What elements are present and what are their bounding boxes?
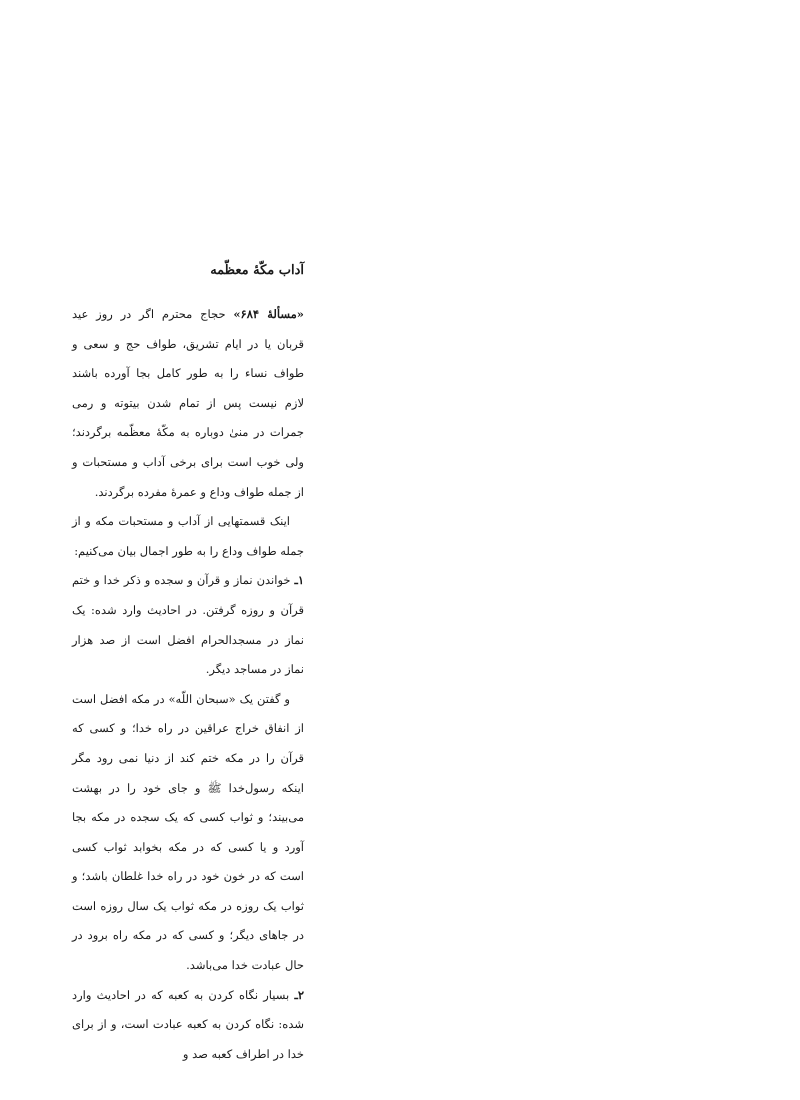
- paragraph-text: بسیار نگاه کردن به کعبه که در احادیث وارد شده: نگاه کردن به کعبه عبادت است، و از برای خدا در اطراف کعبه صد و: [72, 987, 304, 1061]
- paragraph-text: خواندن نماز و قرآن و سجده و ذکر خدا و ختم قرآن و روزه گرفتن. در احادیث وارد شده: یک نماز در مسجدالحرام افضل است از صد هزار نماز در مساجد دیگر.: [72, 573, 304, 677]
- page-text-column: [72, 258, 304, 1069]
- paragraph-text: و گفتن یک «سبحان اللّه» در مکه افضل است از انفاق خراج عراقین در راه خدا؛ و کسی که قرآن را در مکه ختم کند از دنیا نمی رود مگر اینکه رسول‌خدا ﷺ و جای خود را در بهشت می‌بیند؛ و ثواب کسی که یک سجده در مکه بجا آورد و یا کسی که در مکه بخوابد ثواب کسی است که در خون خود در راه خدا غلطان باشد؛ و ثواب یک روزه در مکه ثواب یک سال روزه است در جاهای دیگر؛ و کسی که در مکه راه برود در حال عبادت خدا می‌باشد.: [72, 691, 304, 973]
- paragraph-item-2: [72, 981, 304, 1070]
- paragraph-item-1: [72, 566, 304, 684]
- paragraph-subhan-allah: [72, 685, 304, 981]
- section-title: آداب مکّهٔ معظّمه: [210, 263, 304, 278]
- paragraph-text: اینک قسمتهایی از آداب و مستحبات مکه و از جمله طواف وداع را به طور اجمال بیان می‌کنیم:: [72, 514, 304, 558]
- item-number-1: ۱ـ: [294, 573, 304, 588]
- paragraph-issue-684: [72, 300, 304, 507]
- paragraph-intro: [72, 507, 304, 566]
- item-number-2: ۲ـ: [294, 987, 304, 1002]
- issue-label: «مسألهٔ ۶۸۴»: [233, 307, 304, 321]
- paragraph-text: حجاج محترم اگر در روز عید قربان یا در ایام تشریق، طواف حج و سعی و طواف نساء را به طور کامل بجا آورده باشند لازم نیست پس از تمام شدن بیتوته و رمی جمرات در منیٰ دوباره به مکّهٔ معظّمه برگردند؛ ولی خوب است برای برخی آداب و مستحبات و از جمله طواف وداع و عمرهٔ مفرده برگردند.: [72, 307, 304, 499]
